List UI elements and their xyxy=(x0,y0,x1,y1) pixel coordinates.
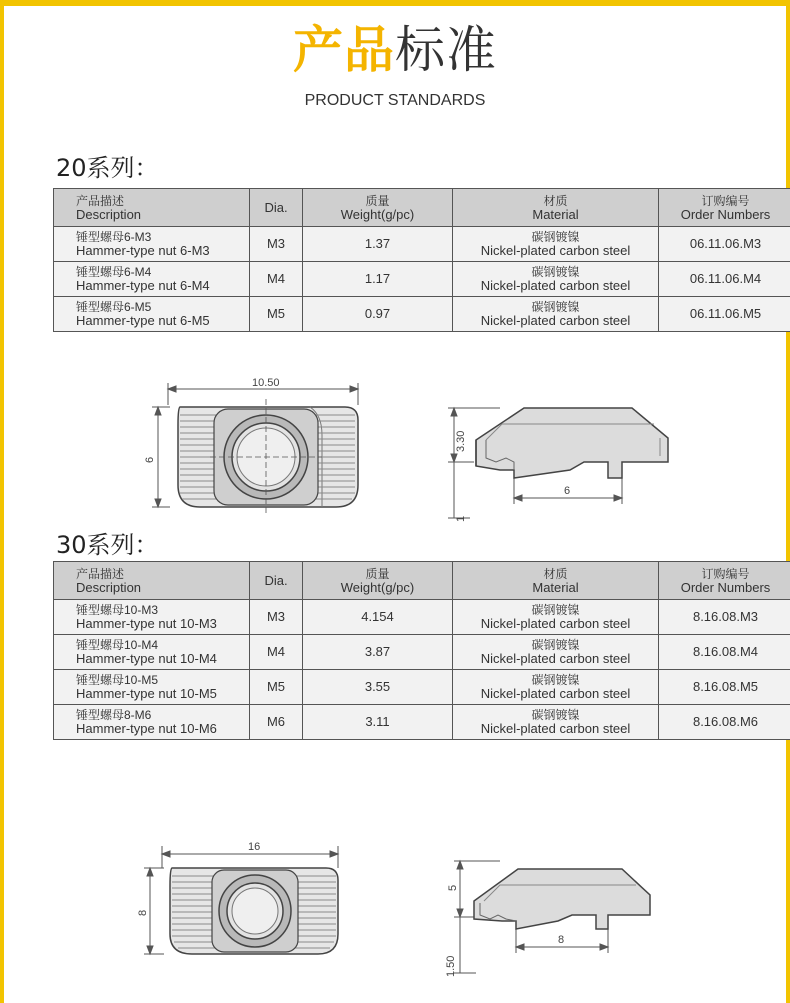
dim-width: 16 xyxy=(248,841,261,853)
cell-description: 锤型螺母8-M6 Hammer-type nut 10-M6 xyxy=(54,705,250,740)
series-30-front-view xyxy=(132,838,362,968)
table-row xyxy=(54,635,790,670)
cell-description: 锤型螺母6-M5 Hammer-type nut 6-M5 xyxy=(54,297,250,332)
cell-material: 碳钢镀镍 Nickel-plated carbon steel xyxy=(453,635,659,670)
col-dia: Dia. xyxy=(250,562,303,600)
table-row xyxy=(54,227,790,262)
table-header-row xyxy=(54,562,790,600)
col-description: 产品描述 Description xyxy=(54,189,250,227)
series-20-heading: 20系列： xyxy=(56,154,159,182)
cell-weight: 3.11 xyxy=(303,705,453,740)
cell-weight: 3.55 xyxy=(303,670,453,705)
page-subtitle: PRODUCT STANDARDS xyxy=(304,92,486,109)
col-dia: Dia. xyxy=(250,189,303,227)
table-row xyxy=(54,600,790,635)
dim-height: 8 xyxy=(137,909,149,916)
cell-order: 06.11.06.M3 xyxy=(659,227,790,262)
cell-dia: M4 xyxy=(250,262,303,297)
series-30-side-view xyxy=(440,855,670,980)
cell-order: 8.16.08.M6 xyxy=(659,705,790,740)
dim-width: 10.50 xyxy=(252,377,280,389)
table-row xyxy=(54,262,790,297)
table-row xyxy=(54,670,790,705)
cell-dia: M5 xyxy=(250,297,303,332)
col-order: 订购编号 Order Numbers xyxy=(659,189,790,227)
cell-description: 锤型螺母6-M3 Hammer-type nut 6-M3 xyxy=(54,227,250,262)
cell-weight: 0.97 xyxy=(303,297,453,332)
col-weight: 质量 Weight(g/pc) xyxy=(303,562,453,600)
cell-order: 8.16.08.M5 xyxy=(659,670,790,705)
series-30-table xyxy=(53,561,790,740)
col-order: 订购编号 Order Numbers xyxy=(659,562,790,600)
dim-slot: 6 xyxy=(564,485,571,497)
right-border xyxy=(786,0,790,1003)
dim-side-height: 3.30 xyxy=(455,430,467,452)
cell-order: 8.16.08.M4 xyxy=(659,635,790,670)
dim-height: 6 xyxy=(144,456,156,463)
cell-material: 碳钢镀镍 Nickel-plated carbon steel xyxy=(453,705,659,740)
cell-description: 锤型螺母10-M4 Hammer-type nut 10-M4 xyxy=(54,635,250,670)
cell-dia: M5 xyxy=(250,670,303,705)
series-20-front-view xyxy=(140,375,375,525)
dim-base: 1 xyxy=(455,515,467,522)
cell-order: 06.11.06.M5 xyxy=(659,297,790,332)
cell-material: 碳钢镀镍 Nickel-plated carbon steel xyxy=(453,227,659,262)
col-material: 材质 Material xyxy=(453,562,659,600)
page-title xyxy=(0,18,790,82)
table-row xyxy=(54,297,790,332)
cell-weight: 3.87 xyxy=(303,635,453,670)
cell-order: 8.16.08.M3 xyxy=(659,600,790,635)
title-rest: 标准 xyxy=(395,21,497,79)
series-20-side-view xyxy=(440,400,680,525)
dim-slot: 8 xyxy=(558,934,565,946)
cell-dia: M3 xyxy=(250,227,303,262)
top-border xyxy=(0,0,790,6)
cell-description: 锤型螺母10-M3 Hammer-type nut 10-M3 xyxy=(54,600,250,635)
cell-description: 锤型螺母10-M5 Hammer-type nut 10-M5 xyxy=(54,670,250,705)
table-row xyxy=(54,705,790,740)
cell-material: 碳钢镀镍 Nickel-plated carbon steel xyxy=(453,670,659,705)
dim-side-height: 5 xyxy=(447,884,459,891)
title-accent: 产品 xyxy=(293,21,395,79)
table-header-row xyxy=(54,189,790,227)
cell-material: 碳钢镀镍 Nickel-plated carbon steel xyxy=(453,600,659,635)
cell-description: 锤型螺母6-M4 Hammer-type nut 6-M4 xyxy=(54,262,250,297)
col-description: 产品描述 Description xyxy=(54,562,250,600)
dim-base: 1.50 xyxy=(445,955,457,977)
cell-order: 06.11.06.M4 xyxy=(659,262,790,297)
cell-material: 碳钢镀镍 Nickel-plated carbon steel xyxy=(453,297,659,332)
cell-dia: M6 xyxy=(250,705,303,740)
cell-weight: 1.17 xyxy=(303,262,453,297)
cell-weight: 4.154 xyxy=(303,600,453,635)
series-30-heading: 30系列： xyxy=(56,531,159,559)
cell-weight: 1.37 xyxy=(303,227,453,262)
col-material: 材质 Material xyxy=(453,189,659,227)
cell-dia: M4 xyxy=(250,635,303,670)
left-border xyxy=(0,0,4,1003)
cell-material: 碳钢镀镍 Nickel-plated carbon steel xyxy=(453,262,659,297)
series-20-table xyxy=(53,188,790,332)
cell-dia: M3 xyxy=(250,600,303,635)
col-weight: 质量 Weight(g/pc) xyxy=(303,189,453,227)
